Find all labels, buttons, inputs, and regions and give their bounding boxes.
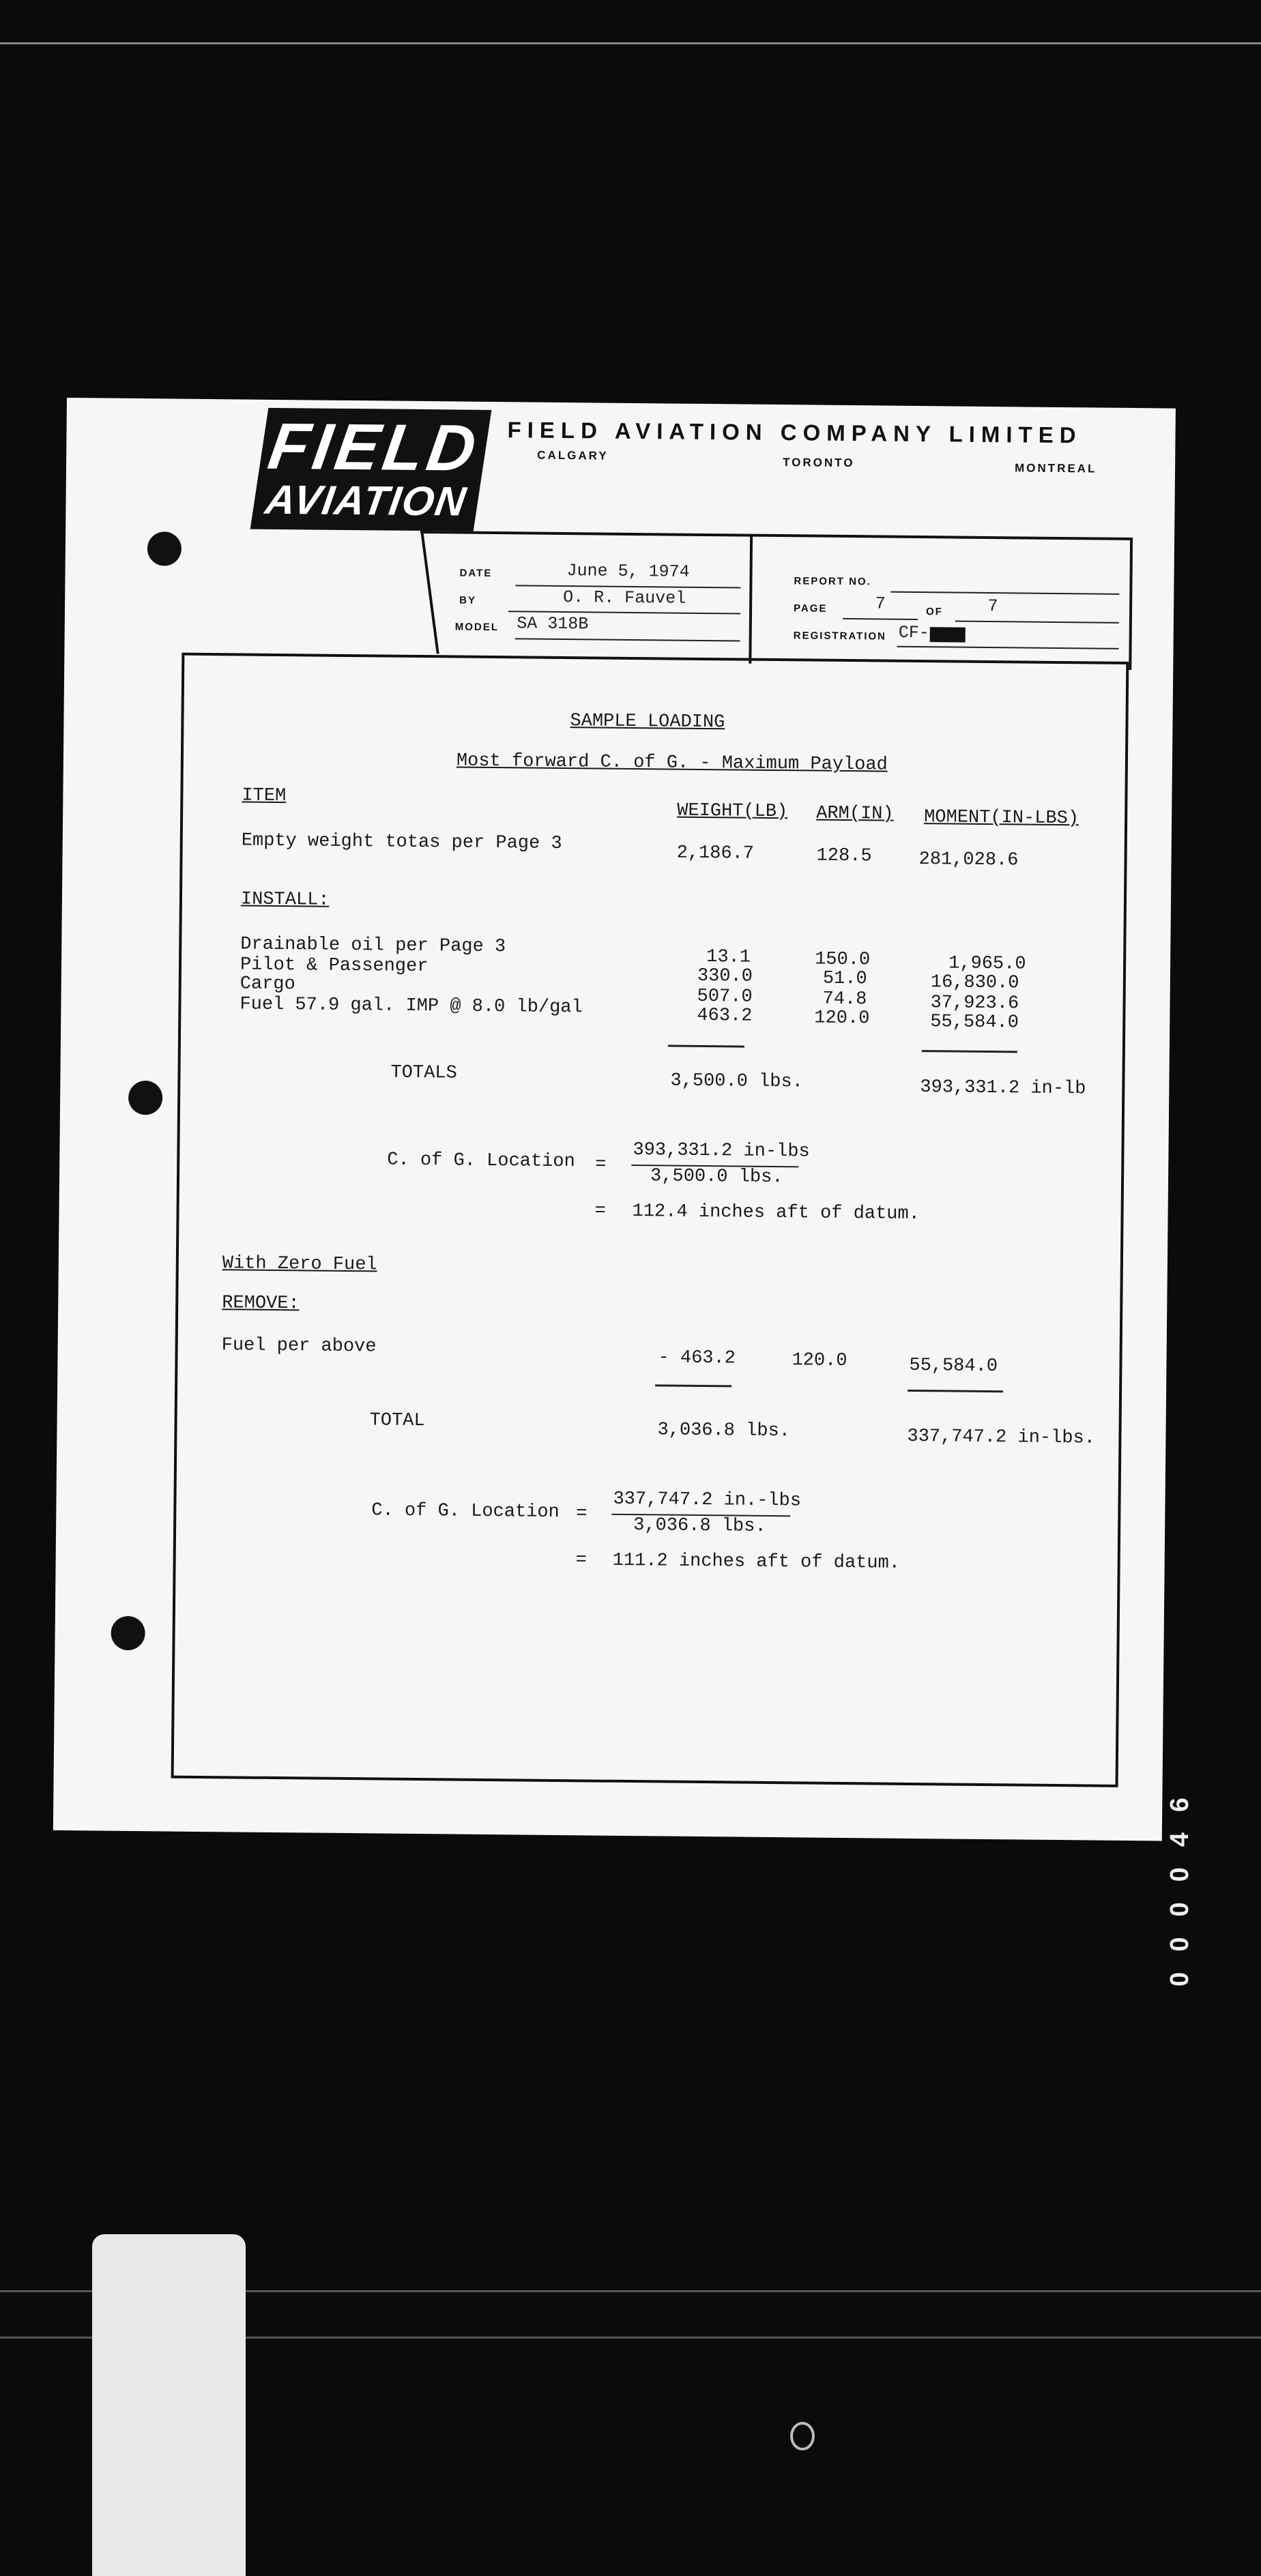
punch-hole (128, 1081, 162, 1115)
install-heading: INSTALL: (240, 889, 330, 911)
install-moment: 55,584.0 (930, 1012, 1019, 1034)
equals-sign: = (575, 1550, 588, 1571)
install-weight: 463.2 (697, 1005, 753, 1027)
install-weight: 330.0 (697, 965, 753, 987)
install-item: Cargo (240, 974, 295, 995)
document-subtitle: Most forward C. of G. - Maximum Payload (456, 750, 888, 776)
remove-weight: - 463.2 (658, 1347, 736, 1369)
company-name: FIELD AVIATION COMPANY LIMITED (507, 417, 1082, 448)
registration-redaction (930, 627, 966, 642)
equals-sign: = (595, 1154, 607, 1175)
install-moment: 37,923.6 (930, 993, 1019, 1014)
punch-hole (147, 531, 182, 566)
by-label: BY (459, 594, 477, 606)
zero-fuel-heading: With Zero Fuel (222, 1253, 377, 1276)
of-value: 7 (987, 596, 998, 617)
empty-weight-moment: 281,028.6 (918, 849, 1019, 871)
company-logo (250, 408, 492, 531)
cg-location-label: C. of G. Location (387, 1150, 575, 1173)
remove-item: Fuel per above (221, 1335, 377, 1358)
totals-moment: 393,331.2 in-lb (920, 1077, 1086, 1100)
cg-location-label: C. of G. Location (371, 1500, 560, 1523)
empty-weight-arm: 128.5 (816, 845, 872, 867)
model-label: MODEL (454, 621, 499, 634)
column-header-weight: WEIGHT(LB) (677, 800, 788, 823)
column-header-moment: MOMENT(IN-LBS) (924, 807, 1079, 830)
total-moment: 337,747.2 in-lbs. (907, 1426, 1096, 1449)
install-arm: 120.0 (814, 1008, 870, 1029)
date-value: June 5, 1974 (566, 561, 690, 582)
registration-value: CF- (898, 622, 929, 643)
column-header-arm: ARM(IN) (816, 803, 894, 825)
page-label: PAGE (794, 602, 828, 615)
of-label: OF (925, 606, 943, 618)
remove-heading: REMOVE: (222, 1293, 300, 1315)
install-moment: 1,965.0 (948, 953, 1026, 975)
empty-weight-weight: 2,186.7 (676, 843, 755, 864)
install-weight: 13.1 (706, 947, 751, 968)
punch-hole (111, 1616, 145, 1650)
cg-denominator: 3,036.8 lbs. (633, 1515, 766, 1537)
install-item: Pilot & Passenger (240, 954, 429, 978)
empty-weight-item: Empty weight totas per Page 3 (241, 830, 562, 854)
cg-denominator: 3,500.0 lbs. (650, 1166, 783, 1188)
totals-weight: 3,500.0 lbs. (670, 1070, 803, 1093)
film-frame-number: 000046 (1165, 1777, 1194, 1987)
model-value: SA 318B (517, 613, 589, 634)
cg-result: 111.2 inches aft of datum. (612, 1550, 901, 1574)
logo-line1: FIELD (263, 409, 485, 485)
cg-numerator: 393,331.2 in-lbs (633, 1140, 810, 1162)
cg-result: 112.4 inches aft of datum. (632, 1201, 920, 1225)
install-moment: 16,830.0 (930, 972, 1019, 994)
document-title: SAMPLE LOADING (570, 711, 725, 733)
film-leader-strip (92, 2234, 246, 2576)
install-weight: 507.0 (697, 986, 753, 1008)
report-no-label: REPORT NO. (794, 575, 871, 588)
install-item: Fuel 57.9 gal. IMP @ 8.0 lb/gal (240, 994, 583, 1019)
totals-label: TOTALS (390, 1062, 457, 1084)
city-toronto: TORONTO (783, 456, 855, 470)
equals-sign: = (594, 1201, 606, 1222)
total-weight: 3,036.8 lbs. (657, 1420, 791, 1442)
install-arm: 150.0 (815, 949, 871, 971)
logo-line2: AVIATION (262, 476, 470, 525)
install-item: Drainable oil per Page 3 (240, 934, 506, 958)
remove-arm: 120.0 (792, 1350, 847, 1372)
by-value: O. R. Fauvel (563, 587, 686, 609)
film-speck (790, 2422, 815, 2450)
film-edge-line (0, 42, 1261, 44)
cg-numerator: 337,747.2 in.-lbs (613, 1489, 802, 1512)
install-arm: 74.8 (822, 989, 867, 1010)
document-page (53, 398, 1176, 1841)
remove-moment: 55,584.0 (909, 1355, 998, 1377)
page-value: 7 (875, 594, 886, 614)
city-montreal: MONTREAL (1014, 461, 1097, 475)
install-arm: 51.0 (822, 968, 867, 990)
total-label: TOTAL (369, 1410, 425, 1432)
date-label: DATE (459, 567, 493, 579)
city-calgary: CALGARY (537, 448, 609, 463)
equals-sign: = (576, 1504, 588, 1525)
column-header-item: ITEM (242, 785, 287, 807)
registration-label: REGISTRATION (793, 630, 887, 643)
